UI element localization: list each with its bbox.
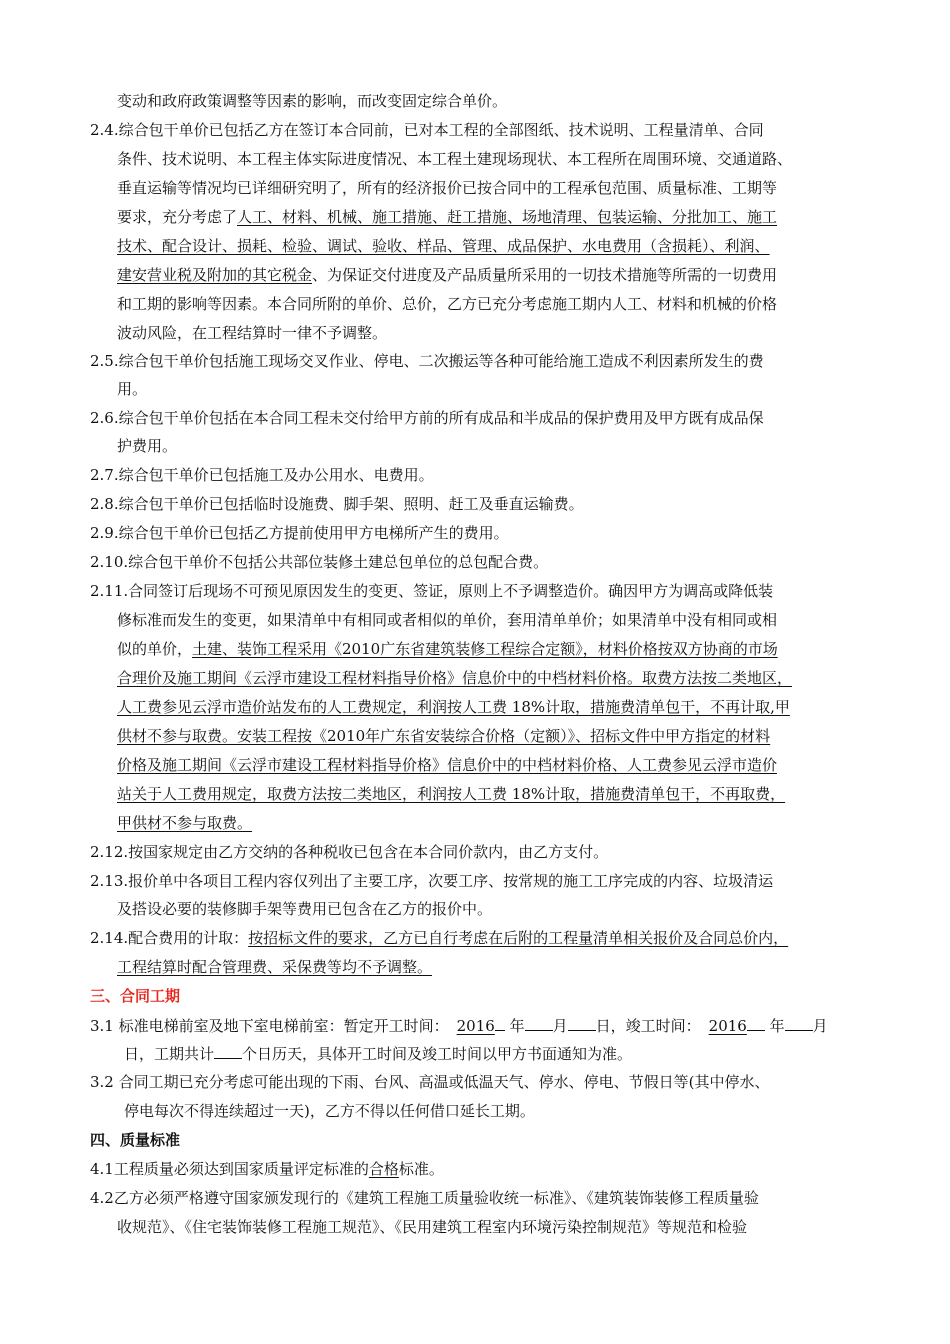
clause-2-9: 2.9.综合包干单价已包括乙方提前使用甲方电梯所产生的费用。 bbox=[90, 524, 509, 542]
section-heading-quality: 四、质量标准 bbox=[90, 1131, 181, 1149]
paragraph-line: 人工费参见云浮市造价站发布的人工费规定，利润按人工费 18%计取，措施费清单包干，不再计取,甲 bbox=[117, 698, 790, 716]
clause-3-1: 3.1 标准电梯前室及地下室电梯前室：暂定开工时间： 2016 年 月 日，竣工时间： 2016 年 月 bbox=[90, 1014, 828, 1036]
paragraph-line: 收规范》、《住宅装饰装修工程施工规范》、《民用建筑工程室内环境污染控制规范》等规范和检验 bbox=[117, 1218, 748, 1236]
clause-2-14: 2.14.配合费用的计取：按招标文件的要求，乙方已自行考虑在后附的工程量清单相关报价及合同总价内， bbox=[90, 929, 789, 947]
paragraph-line: 供材不参与取费。安装工程按《2010年广东省安装综合价格（定额）》、招标文件中甲方指定的材料 bbox=[117, 727, 771, 745]
paragraph-line: 似的单价，土建、装饰工程采用《2010广东省建筑装修工程综合定额》，材料价格按双方协商的市场 bbox=[117, 640, 778, 658]
clause-3-2: 3.2 合同工期已充分考虑可能出现的下雨、台风、高温或低温天气、停水、停电、节假日等(其中停水、 bbox=[90, 1073, 770, 1091]
paragraph-line: 及搭设必要的装修脚手架等费用已包含在乙方的报价中。 bbox=[117, 900, 493, 918]
clause-2-8: 2.8.综合包干单价已包括临时设施费、脚手架、照明、赶工及垂直运输费。 bbox=[90, 495, 584, 513]
section-heading-schedule: 三、合同工期 bbox=[90, 987, 181, 1005]
paragraph-line: 用。 bbox=[117, 380, 148, 398]
paragraph-line: 技术、配合设计、损耗、检验、调试、验收、样品、管理、成品保护、水电费用（含损耗）、利润、 bbox=[117, 237, 770, 255]
clause-2-13: 2.13.报价单中各项目工程内容仅列出了主要工序，次要工序、按常规的施工工序完成的内容、垃圾清运 bbox=[90, 872, 774, 890]
clause-2-10: 2.10.综合包干单价不包括公共部位装修土建总包单位的总包配合费。 bbox=[90, 553, 549, 571]
paragraph-line: 甲供材不参与取费。 bbox=[117, 814, 253, 832]
clause-4-2: 4.2乙方必须严格遵守国家颁发现行的《建筑工程施工质量验收统一标准》、《建筑装饰装修工程质量验 bbox=[90, 1189, 759, 1207]
paragraph-line: 变动和政府政策调整等因素的影响，而改变固定综合单价。 bbox=[117, 92, 508, 110]
clause-2-7: 2.7.综合包干单价已包括施工及办公用水、电费用。 bbox=[90, 466, 434, 484]
paragraph-line: 和工期的影响等因素。本合同所附的单价、总价，乙方已充分考虑施工期内人工、材料和机械的价格 bbox=[117, 295, 778, 313]
clause-2-11: 2.11.合同签订后现场不可预见原因发生的变更、签证，原则上不予调整造价。确因甲方为调高或降低装 bbox=[90, 582, 774, 600]
clause-4-1: 4.1工程质量必须达到国家质量评定标准的合格标准。 bbox=[90, 1160, 444, 1178]
clause-2-6: 2.6.综合包干单价包括在本合同工程未交付给甲方前的所有成品和半成品的保护费用及甲方既有成品保 bbox=[90, 409, 764, 427]
paragraph-line: 建安营业税及附加的其它税金、为保证交付进度及产品质量所采用的一切技术措施等所需的一切费用 bbox=[117, 266, 778, 284]
paragraph-line: 合理价及施工期间《云浮市建设工程材料指导价格》信息价中的中档材料价格。取费方法按二类地区， bbox=[117, 669, 793, 687]
clause-2-12: 2.12.按国家规定由乙方交纳的各种税收已包含在本合同价款内，由乙方支付。 bbox=[90, 843, 609, 861]
paragraph-line: 停电每次不得连续超过一天)，乙方不得以任何借口延长工期。 bbox=[124, 1102, 535, 1120]
paragraph-line: 垂直运输等情况均已详细研究明了，所有的经济报价已按合同中的工程承包范围、质量标准、工期等 bbox=[117, 179, 778, 197]
paragraph-line: 站关于人工费用规定，取费方法按二类地区，利润按人工费 18%计取，措施费清单包干，不再取费， bbox=[117, 785, 786, 803]
paragraph-line: 工程结算时配合管理费、采保费等均不予调整。 bbox=[117, 958, 433, 976]
paragraph-line: 波动风险，在工程结算时一律不予调整。 bbox=[117, 324, 388, 342]
paragraph-line: 护费用。 bbox=[117, 437, 178, 455]
clause-2-5: 2.5.综合包干单价包括施工现场交叉作业、停电、二次搬运等各种可能给施工造成不利因素所发生的费 bbox=[90, 352, 764, 370]
paragraph-line: 条件、技术说明、本工程主体实际进度情况、本工程土建现场现状、本工程所在周围环境、交通道路、 bbox=[117, 150, 793, 168]
paragraph-line: 日，工期共计 个日历天，具体开工时间及竣工时间以甲方书面通知为准。 bbox=[124, 1042, 632, 1064]
clause-2-4: 2.4.综合包干单价已包括乙方在签订本合同前，已对本工程的全部图纸、技术说明、工程量清单、合同 bbox=[90, 121, 764, 139]
paragraph-line: 修标准而发生的变更，如果清单中有相同或者相似的单价，套用清单单价；如果清单中没有相同或相 bbox=[117, 611, 778, 629]
paragraph-line: 价格及施工期间《云浮市建设工程材料指导价格》信息价中的中档材料价格、人工费参见云浮市造价 bbox=[117, 756, 778, 774]
paragraph-line: 要求，充分考虑了人工、材料、机械、施工措施、赶工措施、场地清理、包装运输、分批加工、施工 bbox=[117, 208, 778, 226]
